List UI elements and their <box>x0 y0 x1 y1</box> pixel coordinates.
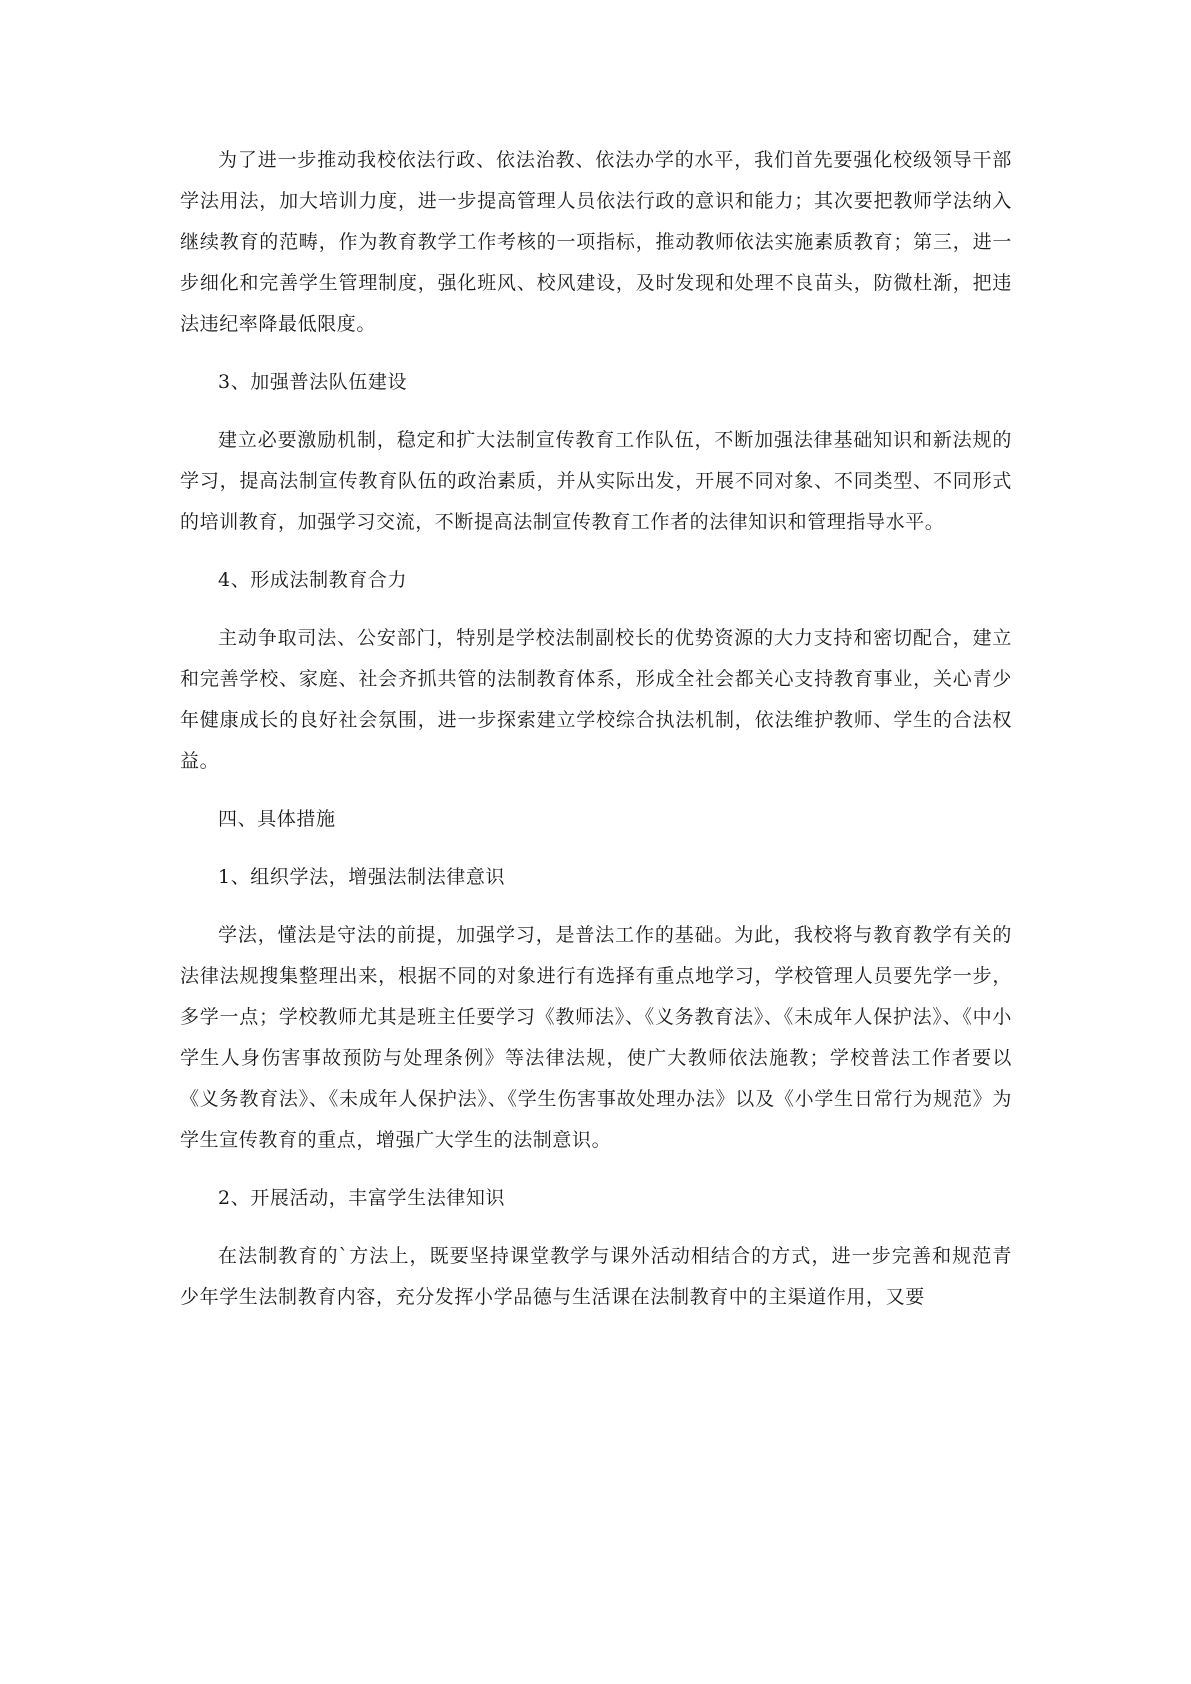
paragraph-organize-study: 学法，懂法是守法的前提，加强学习，是普法工作的基础。为此，我校将与教育教学有关的法律法规搜集整理出来，根据不同的对象进行有选择有重点地学习，学校管理人员要先学一步，多学一点；学校教师尤其是班主任要学习《教师法》、《义务教育法》、《未成年人保护法》、《中小学生人身伤害事故预防与处理条例》等法律法规，使广大教师依法施教；学校普法工作者要以《义务教育法》、《未成年人保护法》、《学生伤害事故处理办法》以及《小学生日常行为规范》为学生宣传教育的重点，增强广大学生的法制意识。 <box>180 924 1012 1151</box>
paragraph-activities: 在法制教育的`方法上，既要坚持课堂教学与课外活动相结合的方式，进一步完善和规范青少年学生法制教育内容，充分发挥小学品德与生活课在法制教育中的主渠道作用，又要 <box>180 1245 1012 1308</box>
heading-organize-study: 1、组织学法，增强法制法律意识 <box>218 866 506 888</box>
heading-specific-measures: 四、具体措施 <box>218 808 336 830</box>
heading-joint-force: 4、形成法制教育合力 <box>218 569 408 591</box>
paragraph-joint-force: 主动争取司法、公安部门，特别是学校法制副校长的优势资源的大力支持和密切配合，建立和完善学校、家庭、社会齐抓共管的法制教育体系，形成全社会都关心支持教育事业，关心青少年健康成长的良好社会氛围，进一步探索建立学校综合执法机制，依法维护教师、学生的合法权益。 <box>180 627 1012 772</box>
document-body <box>180 140 1012 1335</box>
heading-activities: 2、开展活动，丰富学生法律知识 <box>218 1187 506 1209</box>
paragraph-school-governance: 为了进一步推动我校依法行政、依法治教、依法办学的水平，我们首先要强化校级领导干部学法用法，加大培训力度，进一步提高管理人员依法行政的意识和能力；其次要把教师学法纳入继续教育的范畴，作为教育教学工作考核的一项指标，推动教师依法实施素质教育；第三，进一步细化和完善学生管理制度，强化班风、校风建设，及时发现和处理不良苗头，防微杜渐，把违法违纪率降最低限度。 <box>180 149 1012 335</box>
heading-strengthen-team: 3、加强普法队伍建设 <box>218 371 408 393</box>
paragraph-team-building: 建立必要激励机制，稳定和扩大法制宣传教育工作队伍，不断加强法律基础知识和新法规的学习，提高法制宣传教育队伍的政治素质，并从实际出发，开展不同对象、不同类型、不同形式的培训教育，加强学习交流，不断提高法制宣传教育工作者的法律知识和管理指导水平。 <box>180 429 1012 533</box>
